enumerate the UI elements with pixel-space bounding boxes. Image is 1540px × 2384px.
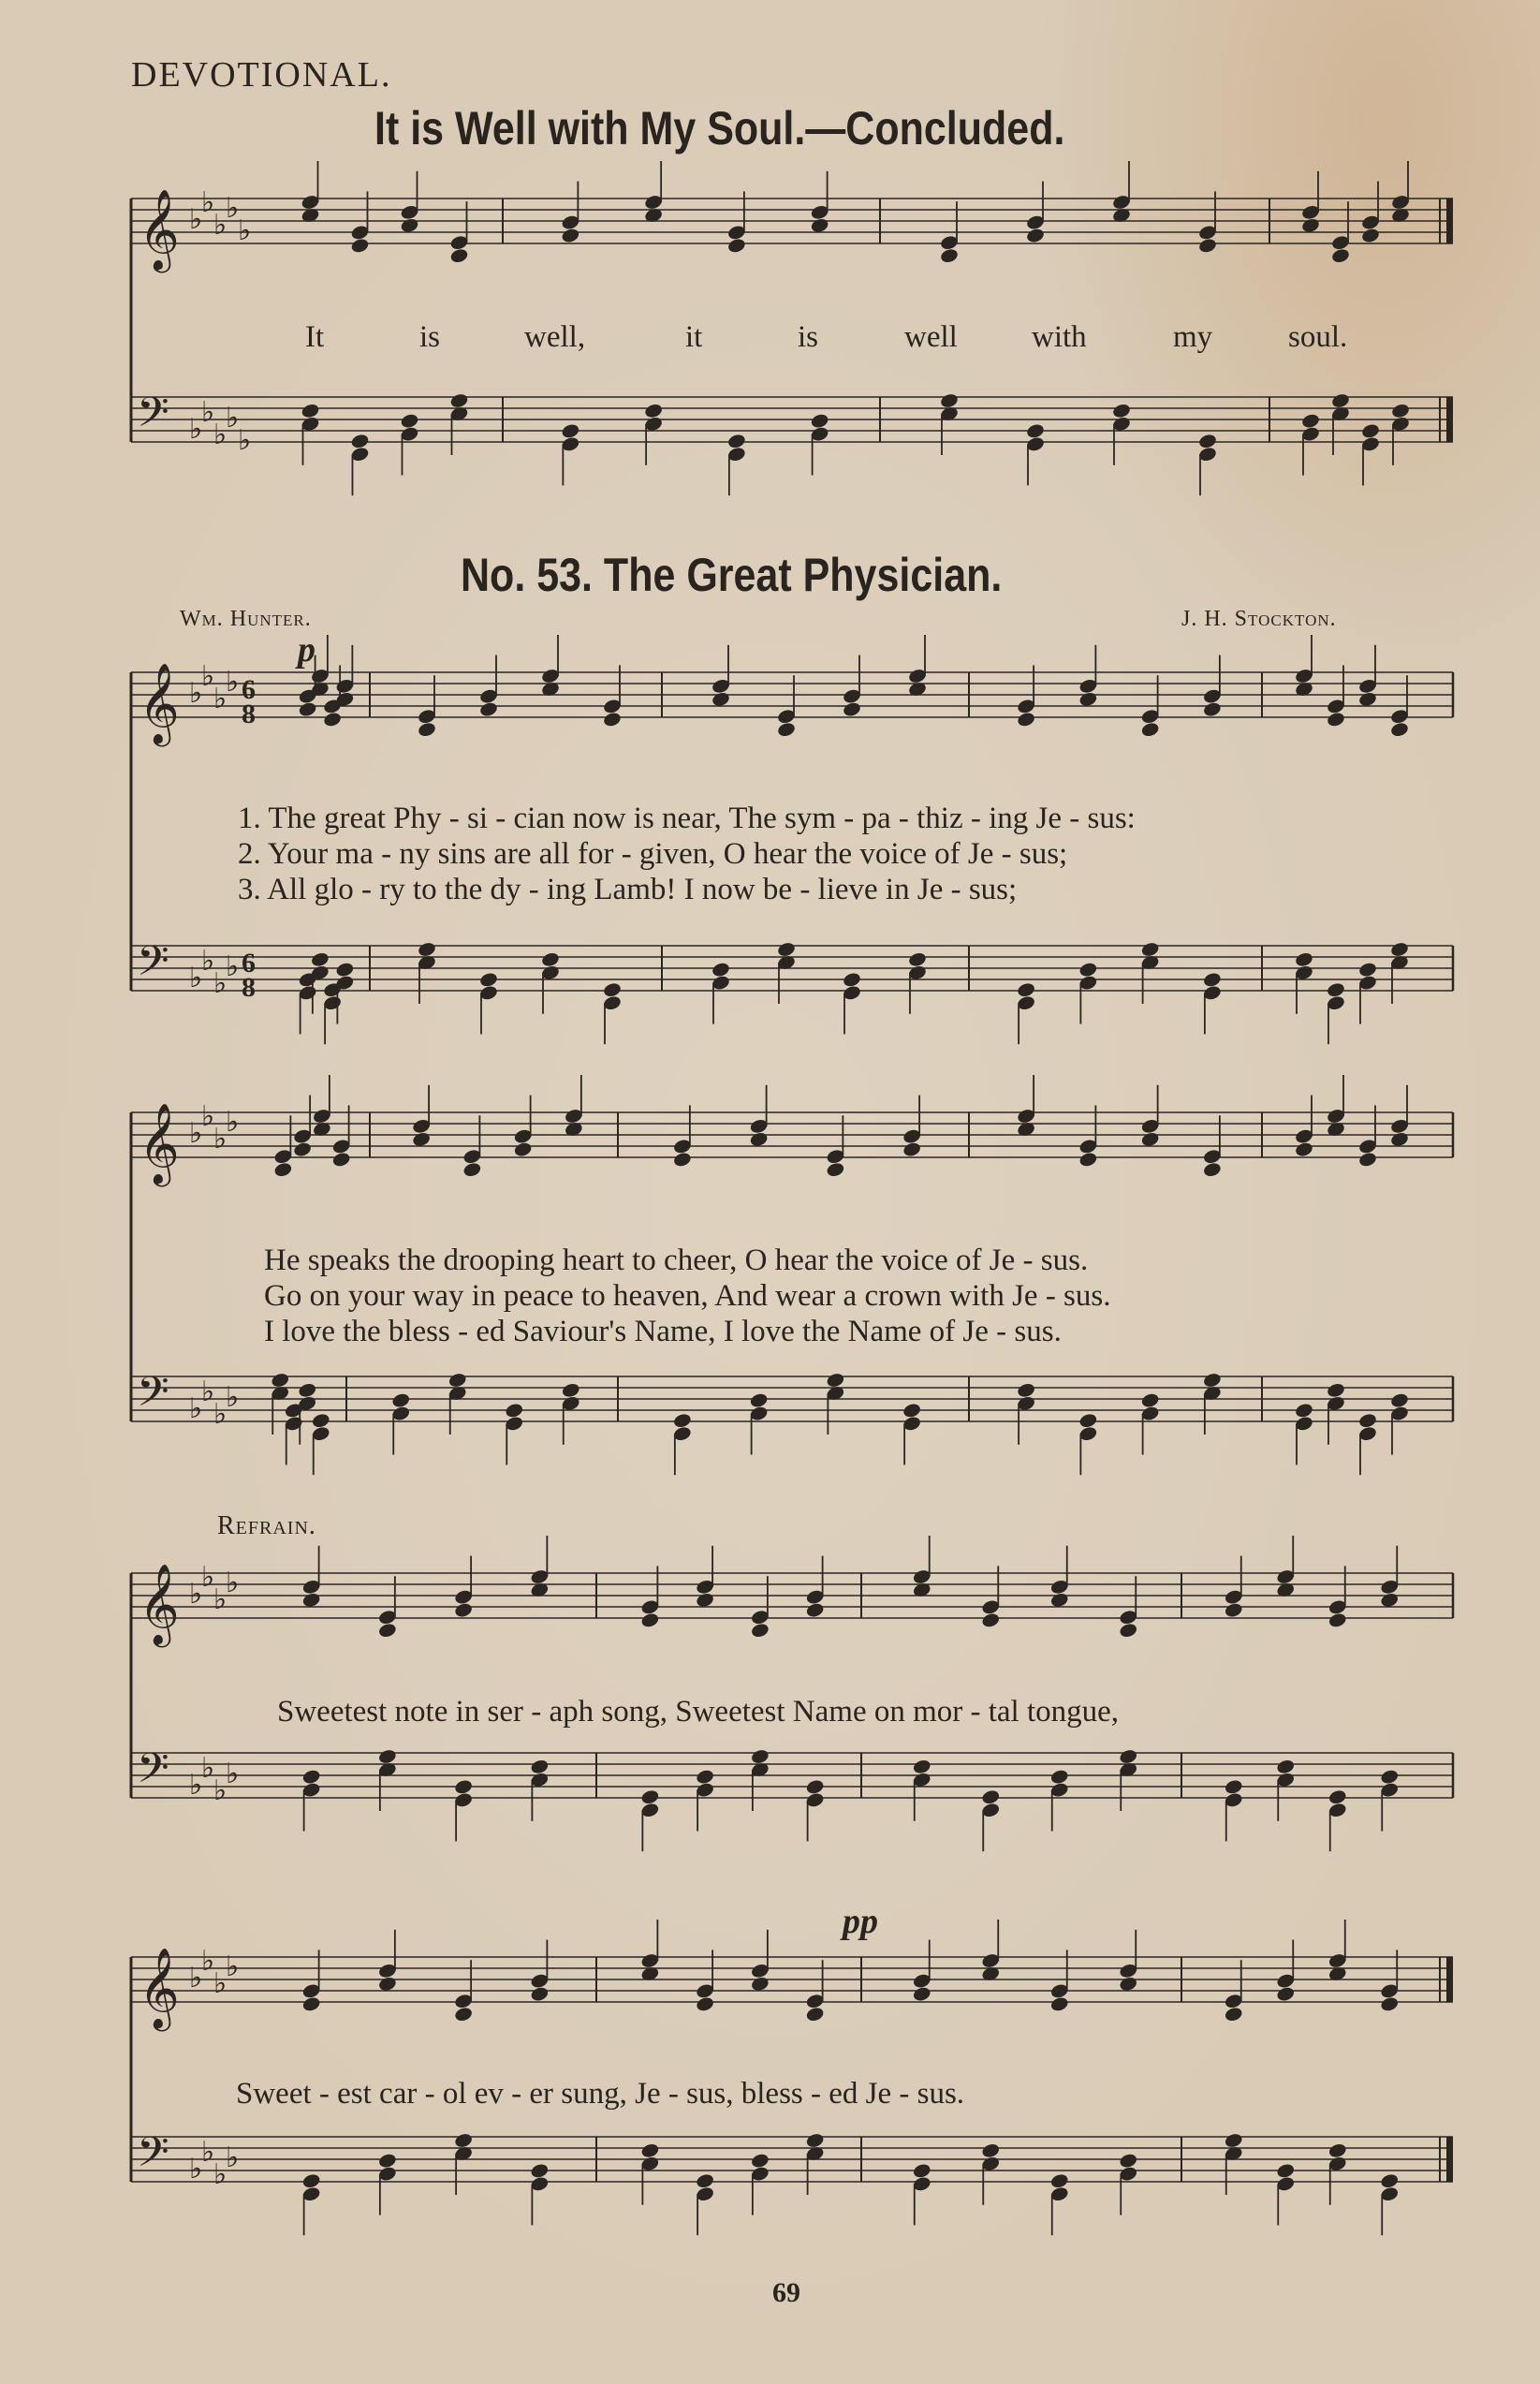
note-head (561, 227, 580, 243)
note-head (1380, 1995, 1400, 2012)
flat-icon: ♭ (201, 1376, 215, 1407)
note-head (1294, 951, 1313, 968)
note-head (640, 1788, 660, 1805)
note-head (805, 1601, 825, 1618)
time-signature-denominator: 8 (242, 699, 256, 729)
note-head (912, 1985, 931, 2002)
note-head (1276, 1759, 1296, 1775)
note-head (1326, 711, 1345, 728)
lyric-word: is (798, 320, 819, 354)
time-signature-denominator: 8 (242, 972, 256, 1003)
note-head (273, 1161, 293, 1178)
note-head (672, 1151, 692, 1168)
note-head (1224, 2006, 1243, 2023)
note-head (750, 1748, 770, 1765)
flat-icon: ♭ (201, 187, 215, 218)
note-head (311, 1412, 330, 1429)
note-head (453, 1778, 473, 1795)
note-head (1049, 1995, 1069, 2012)
note-head (478, 971, 498, 988)
note-head (301, 2172, 321, 2189)
note-head (561, 422, 580, 439)
note-head (902, 1402, 921, 1419)
note-head (292, 1140, 312, 1157)
note-head (301, 1768, 321, 1785)
flat-icon: ♭ (213, 684, 227, 714)
note-head (1025, 227, 1045, 243)
note-head (907, 951, 927, 968)
note-head (939, 247, 959, 264)
note-head (301, 403, 320, 419)
flat-icon: ♭ (226, 1759, 240, 1789)
flat-icon: ♭ (189, 678, 203, 709)
note-head (335, 961, 355, 978)
note-head (400, 412, 419, 429)
flat-icon: ♭ (189, 1963, 203, 1994)
note-head (540, 951, 560, 968)
note-head (1197, 433, 1217, 449)
flat-icon: ♭ (189, 2154, 203, 2185)
bass-clef-icon: 𝄢 (137, 2127, 169, 2186)
note-head (842, 971, 861, 988)
note-head (1016, 981, 1035, 998)
note-head (1078, 1412, 1098, 1429)
note-head (561, 1382, 580, 1399)
note-head (750, 2152, 770, 2169)
flat-icon: ♭ (201, 1562, 215, 1593)
note-head (453, 2006, 473, 2023)
note-head (1140, 721, 1160, 738)
note-head (462, 1161, 482, 1178)
note-head (749, 1391, 769, 1408)
note-head (530, 1759, 550, 1775)
note-head (530, 1985, 550, 2002)
note-head (826, 1161, 845, 1178)
note-head (417, 941, 436, 958)
dynamic-pianissimo: pp (843, 1902, 878, 1941)
note-head (513, 1140, 533, 1157)
flat-icon: ♭ (189, 1579, 203, 1610)
final-barline (1446, 397, 1453, 442)
note-head (1140, 1391, 1160, 1408)
bass-clef-icon: 𝄢 (137, 388, 169, 447)
note-head (912, 1759, 931, 1775)
note-head (1224, 2132, 1243, 2149)
note-head (1357, 1412, 1377, 1429)
hymn-title-concluded: It is Well with My Soul.—Concluded. (374, 102, 1065, 155)
note-head (1016, 1382, 1035, 1399)
flat-icon: ♭ (201, 1946, 215, 1977)
flat-icon: ♭ (226, 2142, 240, 2173)
flat-icon: ♭ (201, 2137, 215, 2168)
note-head (449, 247, 469, 264)
note-head (505, 1402, 524, 1419)
note-head (1300, 412, 1320, 429)
note-head (310, 951, 330, 968)
note-head (1119, 2152, 1138, 2169)
note-head (322, 711, 342, 728)
note-head (1357, 1151, 1377, 1168)
bass-clef-icon: 𝄢 (137, 1744, 169, 1803)
note-head (1016, 711, 1035, 728)
note-head (726, 237, 746, 254)
lyric-word: is (419, 320, 441, 354)
note-head (1326, 981, 1345, 998)
flat-icon: ♭ (213, 210, 227, 241)
flat-icon: ♭ (201, 397, 215, 428)
flat-icon: ♭ (201, 1753, 215, 1784)
bass-clef-icon: 𝄢 (137, 936, 169, 995)
note-head (776, 721, 796, 738)
flat-icon: ♭ (226, 193, 240, 224)
note-head (447, 1372, 467, 1389)
flat-icon: ♭ (213, 419, 227, 450)
note-head (1111, 403, 1131, 419)
time-signature-numerator: 6 (242, 674, 256, 705)
note-head (842, 700, 861, 717)
note-head (1202, 1372, 1222, 1389)
note-head (530, 2162, 550, 2179)
note-head (1294, 1140, 1313, 1157)
flat-icon: ♭ (189, 1770, 203, 1801)
flat-icon: ♭ (213, 1968, 227, 1999)
note-head (1380, 1768, 1400, 1785)
note-head (810, 412, 829, 429)
final-barline (1446, 1957, 1453, 2002)
note-head (695, 1995, 714, 2012)
note-head (1389, 941, 1409, 958)
lyric-word: well, (524, 320, 586, 354)
composer-credit: J. H. Stockton. (1181, 607, 1337, 631)
note-head (1202, 700, 1222, 717)
note-head (602, 711, 622, 728)
note-head (1078, 961, 1098, 978)
treble-clef-icon: 𝄞 (139, 663, 180, 743)
note-head (1025, 422, 1045, 439)
refrain-label: Refrain. (217, 1511, 316, 1540)
note-head (1202, 971, 1222, 988)
note-head (750, 1622, 770, 1639)
note-head (640, 1611, 660, 1628)
flat-icon: ♭ (189, 1393, 203, 1424)
flat-icon: ♭ (226, 1107, 240, 1138)
flat-icon: ♭ (201, 946, 215, 977)
note-head (602, 981, 622, 998)
note-head (271, 1372, 290, 1389)
note-head (695, 2172, 714, 2189)
note-head (711, 961, 730, 978)
flat-icon: ♭ (189, 414, 203, 445)
note-head (1357, 961, 1377, 978)
dynamic-piano: p (298, 630, 315, 670)
note-head (1049, 2172, 1069, 2189)
note-head (1119, 1622, 1138, 1639)
flat-icon: ♭ (201, 1101, 215, 1132)
treble-clef-icon: 𝄞 (139, 189, 180, 270)
author-credit: Wm. Hunter. (180, 607, 312, 631)
treble-clef-icon: 𝄞 (139, 1564, 180, 1644)
note-head (417, 721, 436, 738)
note-head (1390, 403, 1410, 419)
note-head (1224, 1601, 1243, 1618)
flat-icon: ♭ (201, 661, 215, 692)
note-head (1389, 1391, 1409, 1408)
page-number: 69 (772, 2277, 800, 2308)
flat-icon: ♭ (213, 968, 227, 999)
note-head (1276, 2162, 1296, 2179)
note-head (643, 403, 663, 419)
lyric-word: with (1032, 320, 1087, 354)
lyric-word: it (685, 320, 703, 354)
flat-icon: ♭ (226, 1951, 240, 1982)
note-head (805, 2006, 825, 2023)
note-head (350, 237, 370, 254)
note-head (1202, 1161, 1222, 1178)
note-head (640, 2142, 660, 2159)
note-head (1380, 2172, 1400, 2189)
note-head (1327, 1611, 1347, 1628)
note-head (1119, 1748, 1138, 1765)
note-head (1326, 1382, 1345, 1399)
flat-icon: ♭ (189, 1118, 203, 1149)
note-head (377, 2152, 397, 2169)
flat-icon: ♭ (238, 215, 252, 246)
note-head (478, 700, 498, 717)
flat-icon: ♭ (213, 1124, 227, 1155)
flat-icon: ♭ (238, 425, 252, 456)
lyric-word: my (1173, 320, 1213, 354)
note-head (1327, 2142, 1347, 2159)
note-head (1078, 1151, 1098, 1168)
note-head (805, 1778, 825, 1795)
lyric-word: well (904, 320, 958, 354)
note-head (298, 1382, 317, 1399)
lyric-word: soul. (1288, 320, 1348, 354)
note-head (298, 700, 317, 717)
note-head (1049, 1768, 1069, 1785)
note-head (453, 1601, 473, 1618)
note-head (1327, 1788, 1347, 1805)
flat-icon: ♭ (189, 963, 203, 993)
note-head (981, 2142, 1001, 2159)
note-head (1197, 237, 1217, 254)
note-head (377, 1748, 397, 1765)
final-barline (1446, 2137, 1453, 2182)
treble-clef-icon: 𝄞 (139, 1103, 180, 1184)
note-head (776, 941, 796, 958)
note-head (377, 1622, 397, 1639)
treble-clef-icon: 𝄞 (139, 1948, 180, 2028)
flat-icon: ♭ (213, 1775, 227, 1806)
note-head (902, 1140, 921, 1157)
flat-icon: ♭ (213, 1584, 227, 1615)
note-head (726, 433, 746, 449)
lyric-word: It (305, 320, 325, 354)
note-head (805, 2132, 825, 2149)
note-head (1360, 227, 1380, 243)
note-head (826, 1372, 845, 1389)
note-head (1276, 1985, 1296, 2002)
note-head (301, 1995, 321, 2012)
note-head (1140, 941, 1160, 958)
note-head (672, 1412, 692, 1429)
flat-icon: ♭ (226, 667, 240, 698)
note-head (391, 1391, 411, 1408)
flat-icon: ♭ (213, 2159, 227, 2190)
note-head (1360, 422, 1380, 439)
note-head (453, 2132, 473, 2149)
note-head (981, 1788, 1001, 1805)
note-head (1224, 1778, 1243, 1795)
flat-icon: ♭ (226, 403, 240, 434)
flat-icon: ♭ (226, 951, 240, 982)
flat-icon: ♭ (189, 204, 203, 235)
note-head (981, 1611, 1001, 1628)
note-head (912, 2162, 931, 2179)
note-head (1389, 721, 1409, 738)
note-head (1294, 1402, 1313, 1419)
note-head (350, 433, 370, 449)
note-head (1330, 247, 1350, 264)
note-head (695, 1768, 714, 1785)
hymn-title: No. 53. The Great Physician. (461, 549, 1003, 601)
final-barline (1446, 199, 1453, 243)
note-head (449, 392, 469, 409)
time-signature-numerator: 6 (242, 948, 256, 979)
flat-icon: ♭ (226, 1382, 240, 1413)
note-head (331, 1151, 351, 1168)
note-head (939, 392, 959, 409)
bass-clef-icon: 𝄢 (137, 1367, 169, 1426)
flat-icon: ♭ (213, 1399, 227, 1430)
flat-icon: ♭ (226, 1567, 240, 1598)
section-label: DEVOTIONAL. (131, 55, 392, 95)
note-head (1330, 392, 1350, 409)
